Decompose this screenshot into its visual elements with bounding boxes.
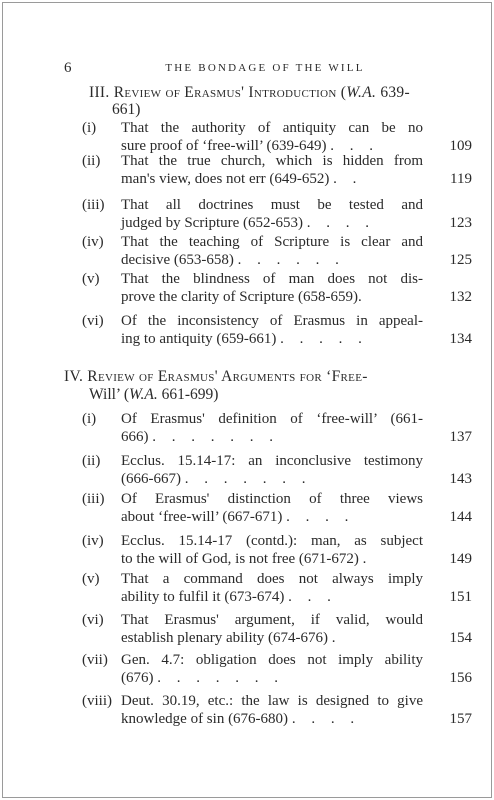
entry-text [121, 571, 423, 606]
entry-line-2-text: man's view, does not err (649-652) [121, 170, 330, 187]
entry-line-1: Ecclus. 15.14-17 (contd.): man, as subject [121, 533, 423, 549]
entry-line-1: That the true church, which is hidden from [121, 153, 423, 169]
entry-page-number: 119 [450, 170, 472, 187]
entry-number: (v) [82, 571, 100, 587]
entry-page-number: 109 [449, 137, 472, 154]
entry-line-2 [121, 429, 423, 447]
entry-line-1: Of Erasmus' distinction of three views [121, 491, 423, 507]
entry-number: (ii) [82, 453, 101, 469]
entry-number: (vi) [82, 612, 104, 628]
dot-leader: . . . [288, 588, 337, 605]
entry-page-number: 132 [449, 288, 472, 305]
entry-number: (iii) [82, 491, 105, 507]
entry-line-2-text: about ‘free-will’ (667-671) [121, 508, 283, 525]
section-3-heading-line2: 661) [112, 101, 141, 118]
entry-line-2 [121, 331, 423, 349]
entry-text [121, 453, 423, 488]
dot-leader: . [362, 550, 373, 567]
entry-text [121, 313, 423, 348]
entry-line-1: That a command does not always imply [121, 571, 423, 587]
entry-number: (vi) [82, 313, 104, 329]
entry-number: (vii) [82, 652, 108, 668]
entry-number: (iv) [82, 234, 104, 250]
dot-leader: . . . . [306, 214, 376, 231]
dot-leader: . . . . . . . [152, 428, 279, 445]
entry-line-1: That the authority of antiquity can be no [121, 120, 423, 136]
entry-line-1: That the teaching of Scripture is clear and [121, 234, 423, 250]
entry-page-number: 144 [449, 508, 472, 525]
section-3-heading-line1: III. Review of Erasmus' Introduction (W.A. 639- [89, 84, 410, 101]
entry-number: (i) [82, 120, 97, 136]
entry-line-2 [121, 670, 423, 688]
entry-number: (viii) [82, 693, 112, 709]
entry-line-2-text: establish plenary ability (674-676) [121, 629, 329, 646]
dot-leader: . . . . [291, 710, 361, 727]
entry-line-2-text: judged by Scripture (652-653) [121, 214, 304, 231]
entry-line-1: Gen. 4.7: obligation does not imply ability [121, 652, 423, 668]
entry-line-2-text: prove the clarity of Scripture (658-659). [121, 288, 362, 305]
entry-page-number: 123 [449, 214, 472, 231]
entry-line-2 [121, 551, 423, 569]
dot-leader: . . . [330, 137, 379, 154]
entry-line-1: That the blindness of man does not dis- [121, 271, 423, 287]
dot-leader: . . . . . . . [157, 669, 284, 686]
entry-line-2 [121, 630, 423, 648]
entry-line-1: Ecclus. 15.14-17: an inconclusive testimony [121, 453, 423, 469]
entry-page-number: 156 [449, 669, 472, 686]
running-head [64, 60, 466, 78]
entry-line-2 [121, 589, 423, 607]
entry-line-1: Of the inconsistency of Erasmus in appeal- [121, 313, 423, 329]
entry-line-2 [121, 711, 423, 729]
abbreviation-wa: W.A. [346, 84, 377, 101]
entry-line-2-text: decisive (653-658) [121, 251, 234, 268]
page-number: 6 [64, 60, 72, 76]
entry-line-1: That all doctrines must be tested and [121, 197, 423, 213]
entry-text [121, 234, 423, 269]
entry-page-number: 137 [449, 428, 472, 445]
entry-line-1: That Erasmus' argument, if valid, would [121, 612, 423, 628]
entry-text [121, 491, 423, 526]
entry-number: (iv) [82, 533, 104, 549]
entry-line-1: Of Erasmus' definition of ‘free-will’ (661- [121, 411, 423, 427]
entry-page-number: 154 [449, 629, 472, 646]
entry-page-number: 134 [449, 330, 472, 347]
entry-text [121, 612, 423, 647]
entry-line-1: Deut. 30.19, etc.: the law is designed to give [121, 693, 423, 709]
entry-number: (i) [82, 411, 97, 427]
entry-line-2-text: knowledge of sin (676-680) [121, 710, 289, 727]
dot-leader: . . . . . . . [184, 470, 312, 487]
entry-line-2-text: ability to fulfil it (673-674) [121, 588, 285, 605]
entry-text [121, 411, 423, 446]
entry-number: (iii) [82, 197, 105, 213]
entry-text [121, 153, 423, 188]
entry-text [121, 120, 423, 155]
dot-leader: . . . . . [280, 330, 368, 347]
dot-leader: . [331, 629, 342, 646]
entry-line-2-text: (666-667) [121, 470, 181, 487]
running-title: THE BONDAGE OF THE WILL [165, 62, 365, 74]
entry-number: (ii) [82, 153, 101, 169]
entry-page-number: 125 [449, 251, 472, 268]
entry-line-2 [121, 252, 423, 270]
entry-page-number: 143 [449, 470, 472, 487]
entry-page-number: 157 [449, 710, 472, 727]
entry-page-number: 149 [449, 550, 472, 567]
entry-line-2-text: ing to antiquity (659-661) [121, 330, 277, 347]
entry-line-2-text: 666) [121, 428, 149, 445]
entry-line-2 [121, 471, 423, 489]
section-4-heading-line1: IV. Review of Erasmus' Arguments for ‘Free- [64, 368, 368, 385]
dot-leader: . . . . [286, 508, 355, 525]
entry-line-2-text: sure proof of ‘free-will’ (639-649) [121, 137, 327, 154]
entry-text [121, 271, 423, 306]
entry-text [121, 652, 423, 687]
entry-line-2 [121, 509, 423, 527]
entry-line-2 [121, 289, 423, 307]
entry-line-2 [121, 171, 423, 189]
section-4-heading-line2: Will’ (W.A. 661-699) [89, 386, 219, 403]
entry-number: (v) [82, 271, 100, 287]
entry-line-2-text: to the will of God, is not free (671-672) [121, 550, 359, 567]
entry-page-number: 151 [449, 588, 472, 605]
entry-text [121, 533, 423, 568]
entry-line-2-text: (676) [121, 669, 154, 686]
dot-leader: . . [333, 170, 363, 187]
abbreviation-wa: W.A. [128, 386, 158, 403]
entry-text [121, 197, 423, 232]
entry-line-2 [121, 215, 423, 233]
dot-leader: . . . . . . [237, 251, 345, 268]
entry-text [121, 693, 423, 728]
